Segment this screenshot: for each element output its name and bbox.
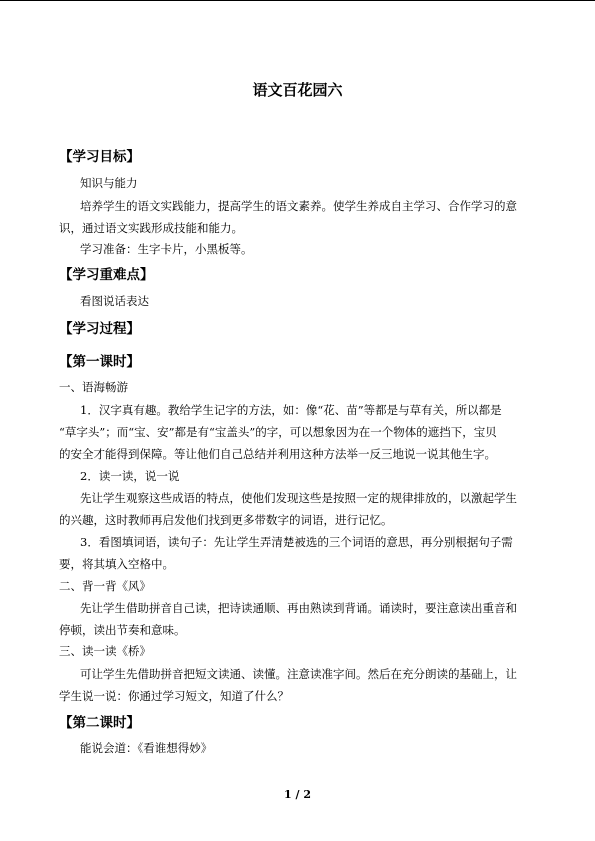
heading-learning-goals: 【学习目标】 bbox=[59, 149, 140, 165]
goals-line-2b: 识，通过语文实践形成技能和能力。 bbox=[59, 221, 243, 235]
heading-lesson-1: 【第一课时】 bbox=[59, 354, 140, 370]
s1-paragraph-4a: 3．看图填词语，读句子：先让学生弄清楚被选的三个词语的意思，再分别根据句子需 bbox=[80, 535, 513, 549]
top-rule bbox=[0, 0, 595, 1]
s2-paragraph-b: 停顿，读出节奏和意味。 bbox=[59, 623, 186, 637]
s1-paragraph-4b: 要，将其填入空格中。 bbox=[59, 557, 174, 571]
section-2-title: 二、背一背《风》 bbox=[59, 579, 151, 593]
lesson-2-line-1: 能说会道：《看谁想得妙》 bbox=[80, 741, 213, 755]
s3-paragraph-b: 学生说一说：你通过学习短文，知道了什么？ bbox=[59, 689, 289, 703]
document-title: 语文百花园六 bbox=[252, 81, 343, 99]
s2-paragraph-a: 先让学生借助拼音自己读，把诗读通顺、再由熟读到背诵。诵读时，要注意读出重音和 bbox=[80, 601, 517, 615]
key-line-1: 看图说话表达 bbox=[80, 294, 149, 308]
s3-paragraph-a: 可让学生先借助拼音把短文读通、读懂。注意读准字间。然后在充分朗读的基础上，让 bbox=[80, 667, 517, 681]
s1-paragraph-3a: 先让学生观察这些成语的特点，使他们发现这些是按照一定的规律排放的，以激起学生 bbox=[80, 491, 517, 505]
section-1-title: 一、语海畅游 bbox=[59, 380, 128, 394]
heading-lesson-2: 【第二课时】 bbox=[59, 715, 140, 731]
s1-paragraph-2: 2．读一读，说一说 bbox=[80, 469, 180, 483]
s1-paragraph-1a: 1．汉字真有趣。教给学生记字的方法，如：像“花、苗”等都是与草有关，所以都是 bbox=[80, 403, 502, 417]
s1-paragraph-1b: “草字头”；而“宝、安”都是有“宝盖头”的字，可以想象因为在一个物体的遮挡下，宝贝 bbox=[59, 425, 497, 439]
heading-key-points: 【学习重难点】 bbox=[59, 267, 154, 283]
goals-line-2a: 培养学生的语文实践能力，提高学生的语文素养。使学生养成自主学习、合作学习的意 bbox=[80, 199, 517, 213]
s1-paragraph-3b: 的兴趣，这时教师再启发他们找到更多带数字的词语，进行记忆。 bbox=[59, 513, 393, 527]
s1-paragraph-1c: 的安全才能得到保障。等让他们自己总结并利用这种方法举一反三地说一说其他生字。 bbox=[59, 447, 496, 461]
heading-learning-process: 【学习过程】 bbox=[59, 321, 140, 337]
goals-line-1: 知识与能力 bbox=[80, 176, 138, 190]
page-number: 1 / 2 bbox=[284, 788, 311, 801]
section-3-title: 三、读一读《桥》 bbox=[59, 644, 151, 658]
goals-line-3: 学习准备：生字卡片，小黑板等。 bbox=[80, 242, 253, 256]
